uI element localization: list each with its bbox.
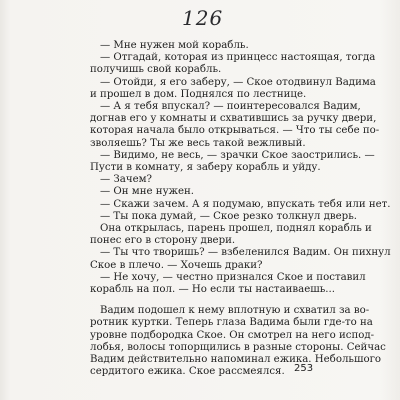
body-text: [90, 40, 391, 378]
text-line: которая начала было открываться. — Что ты себе по-: [90, 125, 380, 137]
text-line: корабль на пол. — Но если ты настаиваешь...: [90, 284, 335, 296]
paragraph-gap: [90, 296, 318, 305]
text-line: — А я тебя впускал? — поинтересовался Вадим,: [100, 101, 361, 113]
text-line: зволяешь? Ты же весь такой вежливый.: [90, 137, 306, 149]
text-line: — Ты что творишь? — взбеленился Вадим. Он пихнул: [100, 247, 391, 259]
text-line: Пусти в комнату, я заберу корабль и уйду.: [90, 162, 321, 174]
text-line: — Отойди, я его заберу, — Ское отодвинул Вадима: [100, 76, 376, 88]
text-line: уровне подбородка Ское. Он смотрел на него испод-: [90, 329, 375, 341]
text-line: и прошел в дом. Поднялся по лестнице.: [90, 88, 307, 100]
text-line: догнав его у комнаты и схватившись за ручку двери,: [90, 113, 377, 125]
text-line: Вадим подошел к нему вплотную и схватил за во-: [100, 305, 370, 317]
text-line: ротник куртки. Теперь глаза Вадима были где-то на: [90, 317, 373, 329]
text-line: — Он мне нужен.: [100, 186, 195, 198]
text-line: — Зачем?: [100, 174, 152, 186]
text-line: — Скажи зачем. А я подумаю, впускать тебя или нет.: [100, 198, 391, 210]
text-line: понес его в сторону двери.: [90, 235, 236, 247]
text-line: Она открылась, парень прошел, поднял корабль и: [100, 223, 372, 235]
text-line: сердитого ежика. Ское рассмеялся.: [90, 366, 285, 378]
text-line: лобья, волосы топорщились в разные стороны. Сейчас: [90, 341, 386, 353]
page-number: 253: [294, 363, 314, 374]
text-line: — Отгадай, которая из принцесс настоящая, тогда: [100, 52, 376, 64]
text-line: — Видимо, не весь, — зрачки Ское заострились. —: [100, 149, 375, 161]
text-line: Ское в плечо. — Хочешь драки?: [90, 259, 263, 271]
text-line: — Ты пока думай, — Ское резко толкнул дверь.: [100, 210, 357, 222]
text-line: — Не хочу, — честно признался Ское и поставил: [100, 271, 366, 283]
text-line: получишь свой корабль.: [90, 64, 222, 76]
handwritten-number: 126: [182, 6, 224, 30]
text-line: Вадим действительно напоминал ежика. Небольшого: [90, 354, 382, 366]
text-line: — Мне нужен мой корабль.: [100, 40, 249, 51]
